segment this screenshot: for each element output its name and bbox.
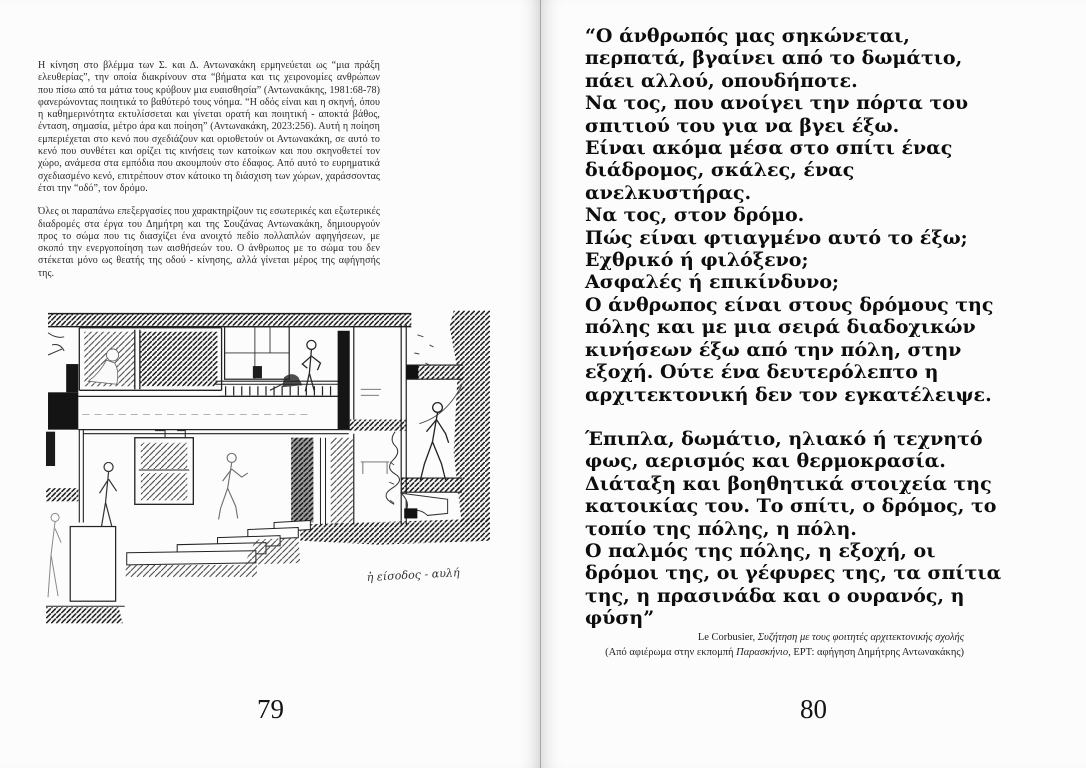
quote-stanza-2 <box>585 428 1030 630</box>
page-number-left: 79 <box>257 694 284 724</box>
attribution-source-suffix: , ΕΡΤ: αφήγηση Δημήτρης Αντωνακάκης) <box>788 647 964 658</box>
quote-line: Ο άνθρωπος είναι στους δρόμους της <box>585 293 994 316</box>
quote-line: κινήσεων έξω από την πόλη, στην <box>585 338 962 361</box>
corbusier-quote <box>585 25 1030 630</box>
quote-line: “Ο άνθρωπός μας σηκώνεται, <box>585 25 910 47</box>
quote-line: σπιτιού του για να βγει έξω. <box>585 114 900 137</box>
figure-on-stairs <box>219 453 248 519</box>
quote-line: Διάταξη και βοηθητικά στοιχεία της <box>585 472 992 495</box>
quote-line: περπατά, βγαίνει από το δωμάτιο, <box>585 47 963 70</box>
architectural-section-sketch <box>46 310 490 626</box>
quote-stanza-1 <box>585 25 1030 406</box>
attribution-show-title: Παρασκήνιο <box>736 647 789 658</box>
quote-line: Έπιπλα, δωμάτιο, ηλιακό ή τεχνητό <box>585 427 983 450</box>
figure-walking-right <box>420 403 448 480</box>
attribution-title: Συζήτηση με τους φοιτητές αρχιτεκτονικής σχολής <box>757 632 964 643</box>
quote-line: Ασφαλές ή επικίνδυνο; <box>585 271 840 294</box>
quote-line: Εχθρικό ή φιλόξενο; <box>585 249 809 272</box>
attribution-line-2 <box>540 645 964 660</box>
quote-line: τοπίο της πόλης, η πόλη. <box>585 517 857 540</box>
quote-line: ανελκυστήρας. <box>585 181 752 204</box>
quote-line: Να τος, που ανοίγει την πόρτα του <box>585 92 969 115</box>
page-number-right: 80 <box>800 694 827 724</box>
quote-line: εξοχή. Ούτε ένα δευτερόλεπτο η <box>585 361 939 384</box>
quote-attribution <box>540 630 964 660</box>
quote-line: φύση” <box>585 607 655 630</box>
quote-line: δρόμοι της, οι γέφυρες της, τα σπίτια <box>585 562 1002 585</box>
quote-line: Ο παλμός της πόλης, η εξοχή, οι <box>585 539 936 562</box>
stanza-gap <box>585 406 1030 428</box>
left-body-text <box>38 60 380 291</box>
quote-line: της, η πρασινάδα και ο ουρανός, η <box>585 584 965 607</box>
quote-line: Πώς είναι φτιαγμένο αυτό το έξω; <box>585 226 968 249</box>
paragraph: Όλες οι παραπάνω επεξεργασίες που χαρακτηρίζουν τις εσωτερικές και εξωτερικές διαδρομές στα έργα του Δημήτρη και της Σουζάνας Αντωνακάκη, δημιουργούν προς το σώμα που τις διασχίζει ένα ανοιχτό πεδίο πολλαπλών αφηγήσεων, με σκοπό την ενεργοποίηση των αισθήσεών του. Ο άνθρωπος με το σώμα του δεν στέκεται μόνο ως θεατής της οδού - κίνησης, αλλά γίνεται μέρος της αφήγησής της. <box>38 206 380 279</box>
quote-line: Να τος, στον δρόμο. <box>585 204 805 227</box>
quote-line: κατοικίας του. Το σπίτι, ο δρόμος, το <box>585 495 997 518</box>
sketch-caption: ἡ είσοδος - αυλή <box>366 566 460 585</box>
attribution-author: Le Corbusier, <box>697 632 758 643</box>
quote-line: διάδρομος, σκάλες, ένας <box>585 159 855 182</box>
paragraph: Η κίνηση στο βλέμμα των Σ. και Δ. Αντωνακάκη ερμηνεύεται ως “μια πράξη ελευθερίας”, την οποία διακρίνουν στα “βήματα και τις χειρονομίες ανθρώπων που πίσω από τα μάτια τους κρύβουν μια ευαισθησία” (Αντωνακάκης, 1981:68-78) φανερώνοντας ποιητικά το βαθύτερό τους νόημα. “Η οδός είναι και η σκηνή, όπου η καθημερινότητα εκτυλίσσεται και γίνεται ορατή και ποιητική - αποκτά βάθος, ένταση, σημασία, μέτρο άρα και ποίηση” (Αντωνακάκη, 2023:256). Αυτή η ποίηση εμπεριέχεται στο κενό που σχεδιάζουν και οριοθετούν οι Αντωνακάκη, σε αυτό το κενό που συνθέτει και ορίζει τις κινήσεις των κατοίκων και που σκηνοθετεί τον χώρο, ανάμεσα στα εμπόδια που ακουμπούν στο έδαφος. Από αυτό το ευρηματικά σχεδιασμένο κενό, επιτρέπουν στον κάτοικο τη διάσχιση των χώρων, χαράσσοντας έτσι την “οδό”, τον δρόμο. <box>38 60 380 194</box>
quote-line: πόλης και με μια σειρά διαδοχικών <box>585 316 976 339</box>
attribution-line-1 <box>540 630 964 645</box>
quote-line: αρχιτεκτονική δεν τον εγκατέλειψε. <box>585 383 992 406</box>
quote-line: Είναι ακόμα μέσα στο σπίτι ένας <box>585 137 953 160</box>
attribution-source-prefix: (Από αφιέρωμα στην εκπομπή <box>605 647 737 658</box>
quote-line: φως, αερισμός και θερμοκρασία. <box>585 450 946 473</box>
quote-line: πάει αλλού, οπουδήποτε. <box>585 69 858 92</box>
figure-on-balcony <box>302 340 320 391</box>
